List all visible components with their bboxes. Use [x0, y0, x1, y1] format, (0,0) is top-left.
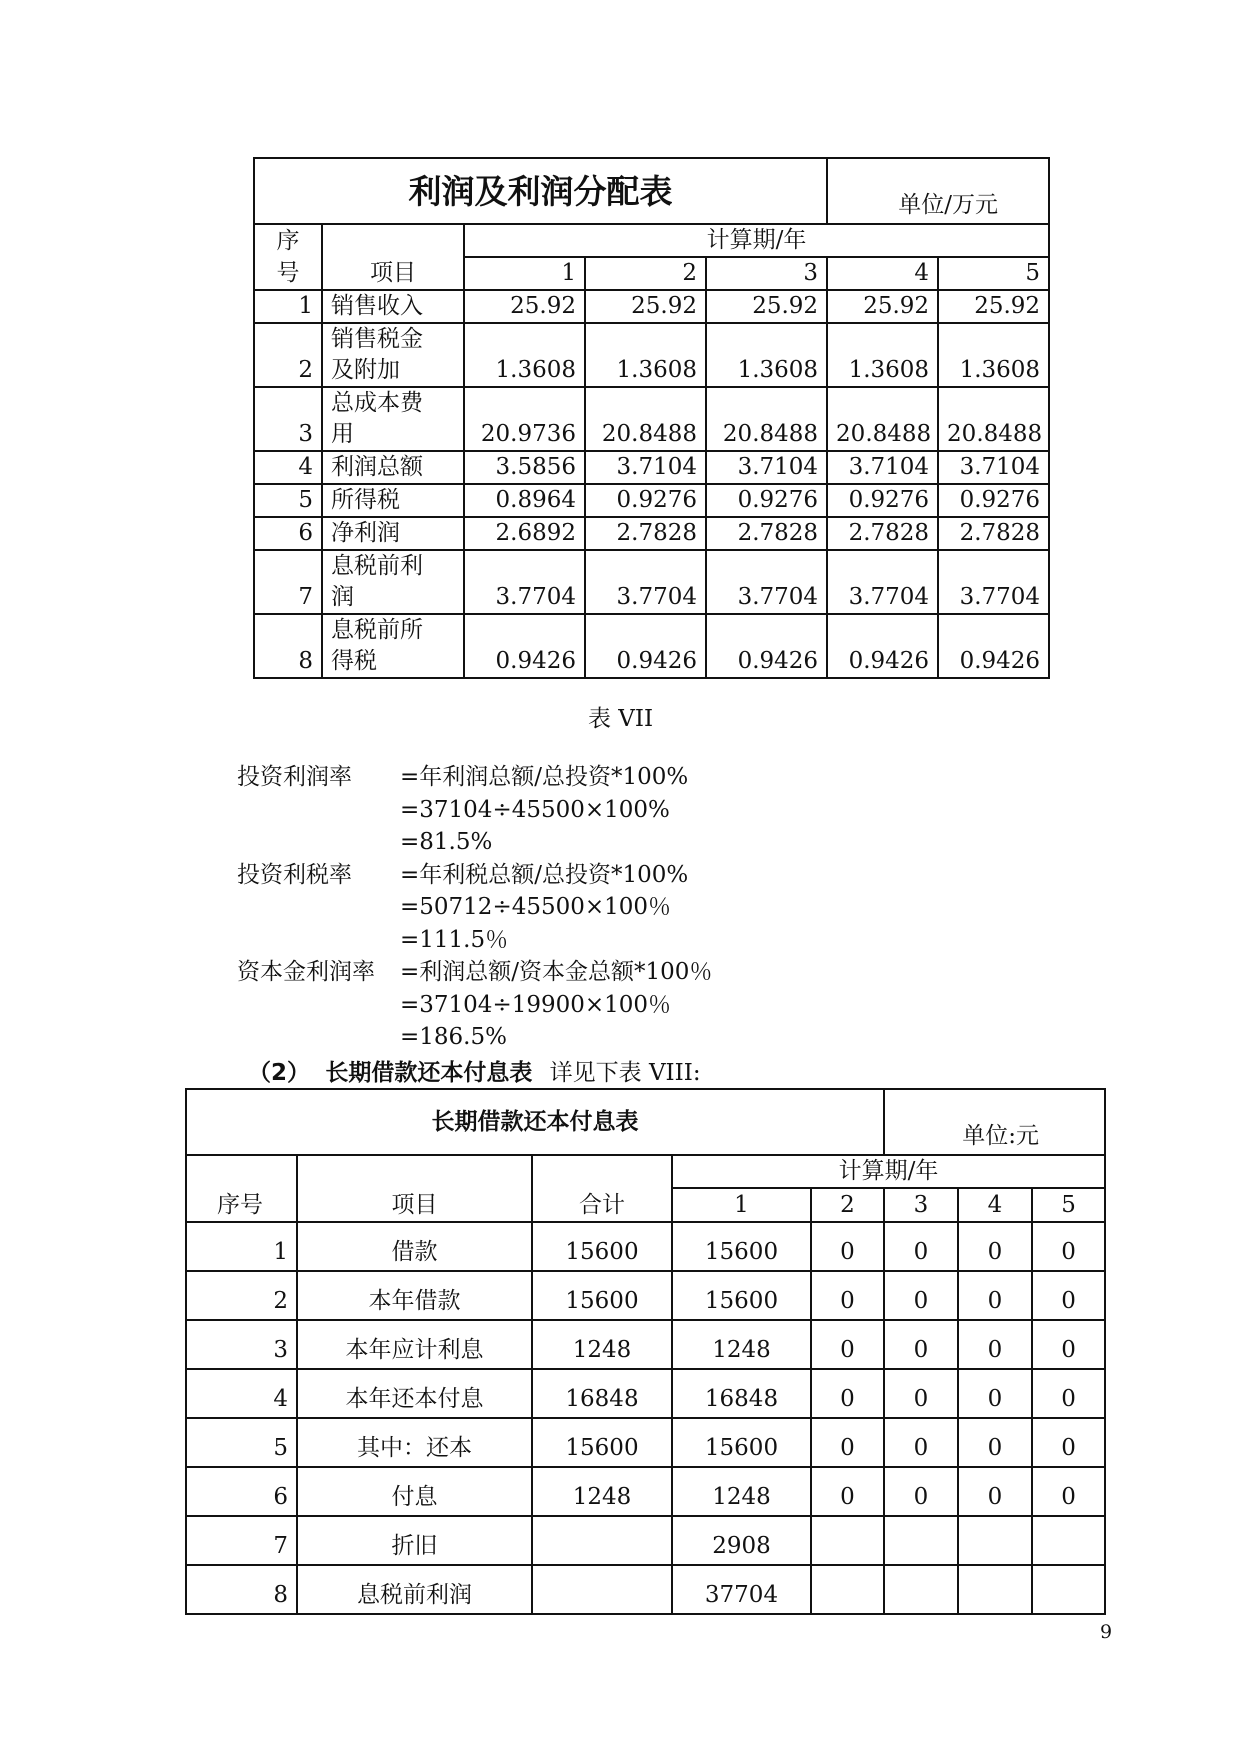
row-value: 0.9426 [706, 614, 827, 678]
loan-table-title: 长期借款还本付息表 [186, 1089, 884, 1155]
row-value: 3.7104 [938, 451, 1049, 484]
row-value: 0 [811, 1467, 884, 1516]
row-value [1032, 1516, 1105, 1565]
formula-expression: =利润总额/资本金总额*100％ [400, 959, 713, 985]
section-heading [248, 1054, 701, 1087]
row-value: 1.3608 [464, 323, 585, 387]
row-item [322, 614, 464, 678]
row-value: 0 [811, 1222, 884, 1271]
loan-header-total: 合计 [532, 1155, 672, 1222]
row-value: 0.9276 [706, 484, 827, 517]
formula-label: 投资利税率 [237, 861, 352, 888]
row-value: 1.3608 [827, 323, 938, 387]
row-value: 15600 [672, 1418, 811, 1467]
row-item [322, 517, 464, 550]
table-row [254, 323, 1049, 387]
row-item: 本年应计利息 [297, 1320, 532, 1369]
row-value: 2.6892 [464, 517, 585, 550]
loan-period: 4 [958, 1188, 1032, 1222]
row-value: 0 [1032, 1467, 1105, 1516]
row-value: 0 [884, 1467, 958, 1516]
row-value: 16848 [672, 1369, 811, 1418]
loan-table-body [186, 1222, 1105, 1614]
row-value: 2.7828 [706, 517, 827, 550]
row-seq: 4 [254, 451, 322, 484]
formula-label: 资本金利润率 [237, 959, 375, 985]
formula-line [237, 891, 712, 924]
table-row [186, 1369, 1105, 1418]
row-value: 3.7104 [585, 451, 706, 484]
row-value: 20.8488 [585, 387, 706, 451]
formula-line [237, 956, 712, 989]
row-item-line: 用 [331, 421, 354, 447]
profit-distribution-table [253, 157, 1050, 679]
row-value: 3.7704 [938, 550, 1049, 614]
row-value: 2.7828 [585, 517, 706, 550]
row-value: 0.9276 [585, 484, 706, 517]
section-note: 详见下表 VIII: [549, 1060, 701, 1086]
row-seq: 8 [254, 614, 322, 678]
row-value: 0.9426 [938, 614, 1049, 678]
formula-label: 投资利润率 [237, 764, 352, 790]
row-value: 1.3608 [706, 323, 827, 387]
page-number: 9 [1100, 1621, 1113, 1643]
row-item: 借款 [297, 1222, 532, 1271]
row-item-line: 总成本费 [331, 390, 423, 416]
profit-period: 3 [706, 257, 827, 290]
table-row [254, 517, 1049, 550]
row-value: 3.7704 [706, 550, 827, 614]
row-item-line: 所得税 [331, 487, 400, 513]
row-value: 0 [884, 1369, 958, 1418]
row-seq: 1 [186, 1222, 297, 1271]
row-value: 20.8488 [938, 387, 1049, 451]
formula-expression: =111.5％ [400, 926, 509, 953]
row-total: 1248 [532, 1467, 672, 1516]
row-item: 付息 [297, 1467, 532, 1516]
row-value: 2.7828 [827, 517, 938, 550]
row-value: 37704 [672, 1565, 811, 1614]
row-value: 0 [958, 1222, 1032, 1271]
row-item-line: 得税 [331, 648, 377, 674]
row-value: 20.8488 [706, 387, 827, 451]
section-title: 长期借款还本付息表 [325, 1060, 533, 1086]
table-row [186, 1418, 1105, 1467]
profit-period: 5 [938, 257, 1049, 290]
table-row [186, 1516, 1105, 1565]
profit-period: 1 [464, 257, 585, 290]
row-value: 0.9426 [464, 614, 585, 678]
row-value: 3.7104 [827, 451, 938, 484]
profit-header-seq: 序 号 [254, 224, 322, 290]
row-value: 2.7828 [938, 517, 1049, 550]
profit-header-period: 计算期/年 [464, 224, 1049, 257]
row-value: 0 [1032, 1369, 1105, 1418]
row-value: 25.92 [706, 290, 827, 323]
row-value: 0 [1032, 1222, 1105, 1271]
row-item-line: 净利润 [331, 520, 400, 546]
row-total: 1248 [532, 1320, 672, 1369]
table-row [254, 387, 1049, 451]
row-seq: 3 [254, 387, 322, 451]
row-value: 0 [1032, 1320, 1105, 1369]
row-value: 20.8488 [827, 387, 938, 451]
row-item: 息税前利润 [297, 1565, 532, 1614]
loan-period: 2 [811, 1188, 884, 1222]
row-item [322, 484, 464, 517]
row-value: 0 [958, 1418, 1032, 1467]
row-value: 0 [1032, 1271, 1105, 1320]
table-row [186, 1467, 1105, 1516]
formula-expression: =50712÷45500×100％ [400, 894, 672, 920]
row-value [1032, 1565, 1105, 1614]
loan-period: 1 [672, 1188, 811, 1222]
section-number: （2） [248, 1060, 311, 1086]
profit-table-title: 利润及利润分配表 [254, 158, 827, 224]
table-row [254, 550, 1049, 614]
formula-expression: =37104÷45500×100% [400, 796, 670, 823]
row-item-line: 息税前所 [331, 617, 423, 643]
row-total: 15600 [532, 1222, 672, 1271]
formula-line [237, 859, 712, 892]
row-seq: 6 [254, 517, 322, 550]
row-value: 1.3608 [938, 323, 1049, 387]
formula-block [237, 761, 712, 1054]
row-seq: 1 [254, 290, 322, 323]
row-item-line: 利润总额 [331, 454, 423, 480]
row-total: 15600 [532, 1271, 672, 1320]
row-value: 0 [958, 1369, 1032, 1418]
row-value: 0 [811, 1418, 884, 1467]
profit-period: 2 [585, 257, 706, 290]
loan-table-unit: 单位:元 [884, 1089, 1105, 1155]
row-seq: 5 [254, 484, 322, 517]
row-value: 0 [884, 1271, 958, 1320]
row-total [532, 1516, 672, 1565]
formula-expression: =年利润总额/总投资*100% [400, 764, 689, 790]
row-item [322, 387, 464, 451]
row-value: 25.92 [827, 290, 938, 323]
formula-line [237, 826, 712, 859]
row-value [811, 1565, 884, 1614]
loan-period: 5 [1032, 1188, 1105, 1222]
row-value: 3.7704 [464, 550, 585, 614]
formula-expression: =年利税总额/总投资*100% [400, 861, 689, 888]
row-value: 0.9426 [827, 614, 938, 678]
row-value [884, 1516, 958, 1565]
formula-line [237, 1021, 712, 1054]
row-total: 16848 [532, 1369, 672, 1418]
loan-header-seq: 序号 [186, 1155, 297, 1222]
row-value: 0 [958, 1320, 1032, 1369]
table-caption: 表 VII [587, 706, 654, 732]
row-seq: 6 [186, 1467, 297, 1516]
row-value: 0 [884, 1320, 958, 1369]
formula-expression: =81.5% [400, 829, 493, 855]
formula-line [237, 794, 712, 827]
row-value: 0.9276 [827, 484, 938, 517]
row-seq: 2 [254, 323, 322, 387]
formula-line [237, 761, 712, 794]
row-item-line: 润 [331, 584, 354, 610]
table-row [254, 290, 1049, 323]
profit-header-item: 项目 [322, 224, 464, 290]
row-item-line: 销售税金 [331, 326, 423, 352]
profit-table-unit: 单位/万元 [827, 158, 1049, 224]
row-item: 折旧 [297, 1516, 532, 1565]
row-seq: 8 [186, 1565, 297, 1614]
table-row [254, 451, 1049, 484]
loan-repayment-table [185, 1088, 1106, 1615]
profit-table-body [254, 290, 1049, 678]
row-value [884, 1565, 958, 1614]
table-row [186, 1320, 1105, 1369]
row-value: 0.9276 [938, 484, 1049, 517]
row-value: 0 [958, 1467, 1032, 1516]
row-seq: 7 [254, 550, 322, 614]
row-item-line: 销售收入 [331, 293, 423, 319]
row-value: 1248 [672, 1320, 811, 1369]
row-seq: 4 [186, 1369, 297, 1418]
row-value [958, 1565, 1032, 1614]
row-item: 本年还本付息 [297, 1369, 532, 1418]
row-value: 15600 [672, 1222, 811, 1271]
profit-period: 4 [827, 257, 938, 290]
row-value: 25.92 [464, 290, 585, 323]
row-value: 0 [884, 1418, 958, 1467]
row-item: 其中：还本 [297, 1418, 532, 1467]
formula-line [237, 924, 712, 957]
row-value: 0.8964 [464, 484, 585, 517]
loan-period: 3 [884, 1188, 958, 1222]
row-value: 25.92 [938, 290, 1049, 323]
row-value: 20.9736 [464, 387, 585, 451]
row-value: 0 [884, 1222, 958, 1271]
table-row [186, 1222, 1105, 1271]
loan-header-item: 项目 [297, 1155, 532, 1222]
table-row [254, 614, 1049, 678]
row-item [322, 451, 464, 484]
formula-expression: =186.5% [400, 1024, 507, 1050]
table-row [186, 1271, 1105, 1320]
row-value: 0 [958, 1271, 1032, 1320]
table-row [254, 484, 1049, 517]
row-value: 3.5856 [464, 451, 585, 484]
row-item [322, 323, 464, 387]
row-total [532, 1565, 672, 1614]
row-item [322, 290, 464, 323]
row-seq: 7 [186, 1516, 297, 1565]
row-item-line: 及附加 [331, 357, 400, 383]
row-value: 25.92 [585, 290, 706, 323]
row-value: 0 [811, 1271, 884, 1320]
formula-line [237, 989, 712, 1022]
row-item-line: 息税前利 [331, 553, 423, 579]
row-value: 3.7104 [706, 451, 827, 484]
row-item [322, 550, 464, 614]
table-row [186, 1565, 1105, 1614]
row-item: 本年借款 [297, 1271, 532, 1320]
row-value: 3.7704 [827, 550, 938, 614]
row-value [811, 1516, 884, 1565]
formula-expression: =37104÷19900×100％ [400, 991, 672, 1018]
row-total: 15600 [532, 1418, 672, 1467]
row-value: 0.9426 [585, 614, 706, 678]
row-value: 15600 [672, 1271, 811, 1320]
row-value: 0 [811, 1320, 884, 1369]
row-seq: 5 [186, 1418, 297, 1467]
row-value: 1248 [672, 1467, 811, 1516]
loan-header-period: 计算期/年 [672, 1155, 1105, 1188]
row-value: 2908 [672, 1516, 811, 1565]
row-value [958, 1516, 1032, 1565]
row-value: 1.3608 [585, 323, 706, 387]
row-value: 0 [811, 1369, 884, 1418]
row-seq: 2 [186, 1271, 297, 1320]
row-seq: 3 [186, 1320, 297, 1369]
row-value: 0 [1032, 1418, 1105, 1467]
row-value: 3.7704 [585, 550, 706, 614]
